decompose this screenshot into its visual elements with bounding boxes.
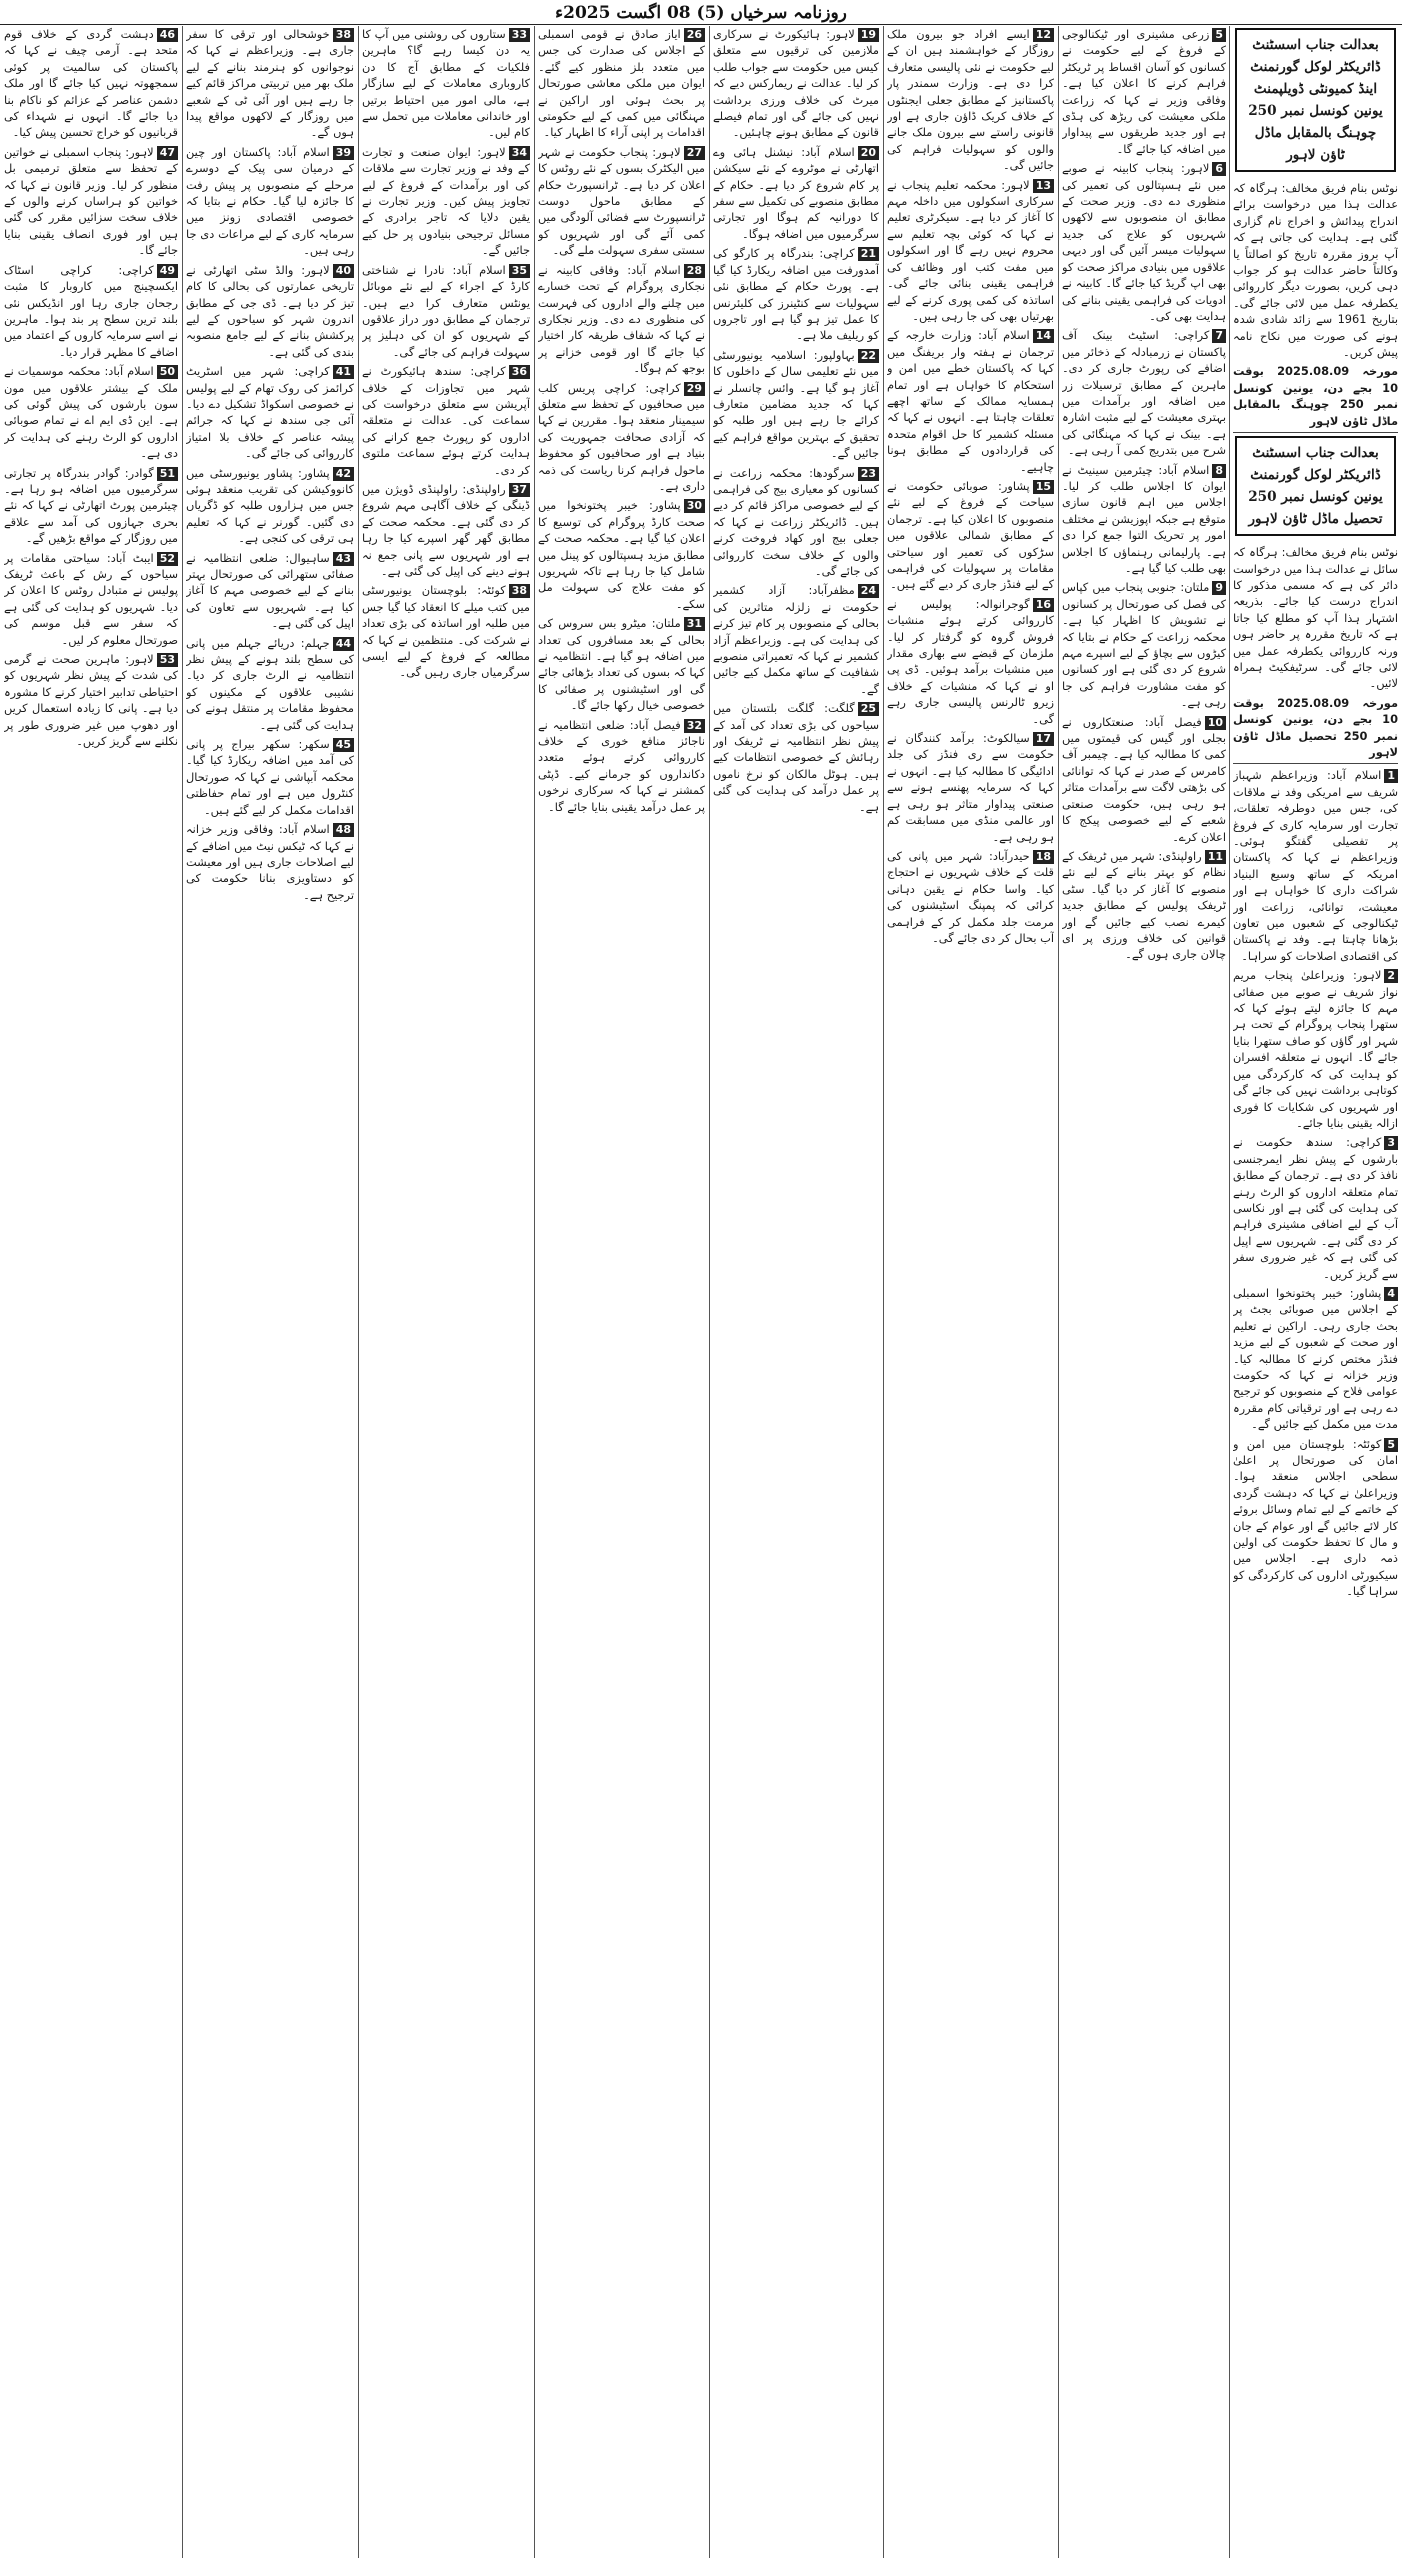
item-text: اسلام آباد: وزارت خارجہ کے ترجمان نے ہفتہ وار بریفنگ میں کہا کہ پاکستان خطے میں امن و استحکام کا خواہاں ہے اور تمام ہمسایہ ممالک کے ساتھ اچھے تعلقات چاہتا ہے۔ انہوں نے کہا کہ مسئلہ کشمیر کا حل اقوام متحدہ کی قراردادوں کے مطابق ہونا چاہیے۔ — [887, 328, 1054, 474]
news-item — [887, 478, 1054, 593]
item-text: اسلام آباد: وفاقی وزیر خزانہ نے کہا کہ ٹیکس نیٹ میں اضافے کے لیے اصلاحات جاری ہیں اور معیشت کو دستاویزی بنانا حکومت کی ترجیح ہے۔ — [186, 822, 354, 902]
news-item — [1062, 327, 1226, 458]
item-number: 36 — [509, 365, 530, 379]
news-item — [713, 582, 879, 697]
news-item — [713, 700, 879, 815]
item-number: 11 — [1205, 850, 1226, 864]
column-5 — [538, 26, 705, 2558]
item-text: ملتان: میٹرو بس سروس کی بحالی کے بعد مسافروں کی تعداد میں اضافہ ہو گیا ہے۔ انتظامیہ نے کہا کہ بسوں کی تعداد بڑھائی جائے گی اور اسٹیشنوں پر صفائی کا خصوصی خیال رکھا جائے گا۔ — [538, 616, 705, 713]
masthead — [0, 0, 1402, 25]
court-notice — [1235, 436, 1396, 536]
item-text: لاہور: محکمہ تعلیم پنجاب نے سرکاری اسکولوں میں داخلہ مہم کا آغاز کر دیا ہے۔ سیکرٹری تعلیم نے کہا کہ کوئی بچہ تعلیم سے محروم نہیں رہے گا اور اسکولوں میں مفت کتب اور وظائف کی فراہمی یقینی بنائی جائے گی۔ اساتذہ کی کمی پوری کرنے کے لیے بھرتیاں بھی کی جا رہی ہیں۔ — [887, 177, 1054, 323]
news-item — [186, 736, 354, 818]
item-text: ایبٹ آباد: سیاحتی مقامات پر سیاحوں کے رش کے باعث ٹریفک پولیس نے متبادل روٹس کا اعلان کر دیا۔ شہریوں کو ہدایت کی گئی ہے کہ سفر سے قبل موسم کی صورتحال معلوم کر لیں۔ — [4, 550, 178, 647]
news-item — [186, 550, 354, 632]
item-number: 7 — [1212, 329, 1226, 343]
column-rule — [358, 26, 359, 2558]
item-number: 24 — [858, 584, 879, 598]
item-text: لاہور: ایوان صنعت و تجارت کے وفد نے وزیر تجارت سے ملاقات کی اور برآمدات کے فروغ کے لیے تجاویز پیش کیں۔ وزیر تجارت نے یقین دلایا کہ تاجر برادری کے مسائل ترجیحی بنیادوں پر حل کیے جائیں گے۔ — [362, 144, 530, 258]
item-number: 20 — [858, 146, 879, 160]
item-text: گوادر: گوادر بندرگاہ پر تجارتی سرگرمیوں میں اضافہ ہو رہا ہے۔ چیئرمین پورٹ اتھارٹی نے کہا کہ نئے بحری جہازوں کی آمد سے علاقے میں روزگار کے مواقع بڑھیں گے۔ — [4, 465, 178, 546]
item-text: گلگت: گلگت بلتستان میں سیاحوں کی بڑی تعداد کی آمد کے پیش نظر انتظامیہ نے ٹریفک اور رہائش کے خصوصی انتظامات کیے ہیں۔ ہوٹل مالکان کو نرخ ناموں پر عمل درآمد کی ہدایت کی گئی ہے۔ — [713, 701, 879, 814]
item-number: 48 — [333, 823, 354, 837]
item-text: ستاروں کی روشنی میں آپ کا یہ دن کیسا رہے گا؟ ماہرین فلکیات کے مطابق آج کا دن کاروباری معاملات کے لیے سازگار ہے، مالی امور میں احتیاط برتیں اور خاندانی معاملات میں تحمل سے کام لیں۔ — [362, 27, 530, 140]
item-text: لاہور: پنجاب اسمبلی نے خواتین کے تحفظ سے متعلق ترمیمی بل منظور کر لیا۔ وزیر قانون نے کہا کہ خواتین کو ہراساں کرنے والوں کے خلاف سخت سزائیں مقرر کی گئی ہیں اور فوری انصاف یقینی بنایا جائے گا۔ — [4, 144, 178, 258]
item-number: 1 — [1384, 769, 1398, 783]
item-text: سیالکوٹ: برآمد کنندگان نے حکومت سے ری فنڈز کی جلد ادائیگی کا مطالبہ کیا ہے۔ انہوں نے کہا کہ سرمایہ پھنسے ہونے سے صنعتی پیداوار متاثر ہو رہی ہے اور عالمی منڈی میں مسابقت کم ہو رہی ہے۔ — [887, 731, 1054, 844]
item-text: پشاور: خیبر پختونخوا میں صحت کارڈ پروگرام کی توسیع کا اعلان کیا گیا ہے۔ محکمہ صحت کے مطابق مزید ہسپتالوں کو پینل میں شامل کیا جا رہا ہے تاکہ شہریوں کو مفت علاج کی سہولت مل سکے۔ — [538, 498, 705, 611]
item-number: 40 — [333, 264, 354, 278]
news-item — [186, 363, 354, 461]
news-item — [1233, 1134, 1398, 1282]
news-item — [1233, 1436, 1398, 1600]
item-number: 41 — [333, 365, 354, 379]
item-number: 5 — [1212, 28, 1226, 42]
item-number: 9 — [1212, 581, 1226, 595]
item-number: 31 — [684, 617, 705, 631]
news-item — [1233, 767, 1398, 964]
item-number: 45 — [333, 738, 354, 752]
column-rule — [709, 26, 710, 2558]
item-text: کراچی: کراچی پریس کلب میں صحافیوں کے تحفظ سے متعلق سیمینار منعقد ہوا۔ مقررین نے کہا کہ آزادی صحافت جمہوریت کی بنیاد ہے اور صحافیوں کو محفوظ ماحول فراہم کرنا ریاست کی ذمہ داری ہے۔ — [538, 380, 705, 493]
item-text: لاہور: ہائیکورٹ نے سرکاری ملازمین کی ترقیوں سے متعلق کیس میں حکومت سے جواب طلب کر لیا۔ عدالت نے ریمارکس دیے کہ میرٹ کی خلاف ورزی برداشت نہیں کی جائے گی اور تمام فیصلے قانون کے مطابق ہونے چاہئیں۔ — [713, 27, 879, 140]
item-number: 23 — [858, 467, 879, 481]
item-text: دہشت گردی کے خلاف قوم متحد ہے۔ آرمی چیف نے کہا کہ پاکستان کی سالمیت پر کوئی سمجھوتہ نہیں کیا جائے گا اور ملک دشمن عناصر کے عزائم کو ناکام بنا دیا جائے گا۔ انہوں نے شہداء کی قربانیوں کو خراج تحسین پیش کیا۔ — [4, 27, 178, 140]
news-item — [4, 144, 178, 259]
news-item — [887, 327, 1054, 475]
item-text: ایسے افراد جو بیرون ملک روزگار کے خواہشمند ہیں ان کے لیے حکومت نے نئی پالیسی متعارف کرا دی ہے۔ وزارت سمندر پار پاکستانیز کے مطابق جعلی ایجنٹوں کے خلاف کریک ڈاؤن جاری ہے اور قانونی راستے سے بیرون ملک جانے والوں کو سہولیات فراہم کی جائیں گی۔ — [887, 27, 1054, 173]
item-text: فیصل آباد: صنعتکاروں نے بجلی اور گیس کی قیمتوں میں کمی کا مطالبہ کیا ہے۔ چیمبر آف کامرس کے صدر نے کہا کہ توانائی کی بڑھتی لاگت سے برآمدات متاثر ہو رہی ہیں، حکومت صنعتی شعبے کے لیے خصوصی پیکج کا اعلان کرے۔ — [1062, 714, 1226, 844]
news-item — [887, 730, 1054, 845]
item-text: راولپنڈی: راولپنڈی ڈویژن میں ڈینگی کے خلاف آگاہی مہم شروع کر دی گئی ہے۔ محکمہ صحت کے مطابق گھر گھر اسپرے کیا جا رہا ہے اور شہریوں سے پانی جمع نہ ہونے دینے کی اپیل کی گئی ہے۔ — [362, 481, 530, 578]
item-number: 12 — [1033, 28, 1054, 42]
column-3 — [887, 26, 1054, 2558]
column-rule — [534, 26, 535, 2558]
news-item — [186, 821, 354, 903]
item-text: کراچی: بندرگاہ پر کارگو کی آمدورفت میں اضافہ ریکارڈ کیا گیا ہے۔ پورٹ حکام کے مطابق نئی سہولیات سے کنٹینرز کی کلیئرنس کا عمل تیز ہو گیا ہے اور تاجروں کو ریلیف ملا ہے۔ — [713, 246, 879, 343]
item-number: 18 — [1033, 850, 1054, 864]
item-text: لاہور: والڈ سٹی اتھارٹی نے تاریخی عمارتوں کی بحالی کا کام تیز کر دیا ہے۔ ڈی جی کے مطابق اندرون شہر کو سیاحوں کے لیے پرکشش بنانے کے لیے جامع منصوبہ بندی کی گئی ہے۔ — [186, 262, 354, 359]
item-text: اسلام آباد: نیشنل ہائی وے اتھارٹی نے موٹروے کے نئے سیکشن پر کام شروع کر دیا ہے۔ حکام کے مطابق منصوبے کی تکمیل سے سفر کا دورانیہ کم ہوگا اور تجارتی سرگرمیوں میں اضافہ ہوگا۔ — [713, 144, 879, 241]
item-text: سرگودھا: محکمہ زراعت نے کسانوں کو معیاری بیج کی فراہمی کے لیے خصوصی مراکز قائم کر دیے ہیں۔ ڈائریکٹر زراعت نے کہا کہ جعلی بیج اور کھاد فروخت کرنے والوں کے خلاف سخت کارروائی کی جائے گی۔ — [713, 465, 879, 578]
item-text: جہلم: دریائے جہلم میں پانی کی سطح بلند ہونے کے پیش نظر انتظامیہ نے الرٹ جاری کر دیا۔ نشیبی علاقوں کے مکینوں کو محفوظ مقامات پر منتقل ہونے کی ہدایت کی گئی ہے۔ — [186, 635, 354, 732]
column-rule — [1058, 26, 1059, 2558]
item-text: خوشحالی اور ترقی کا سفر جاری ہے۔ وزیراعظم نے کہا کہ نوجوانوں کو ہنرمند بنانے کے لیے ملک بھر میں تربیتی مراکز قائم کیے جا رہے ہیں اور آئی ٹی کے شعبے میں روزگار کے لاکھوں مواقع پیدا ہوں گے۔ — [186, 27, 354, 140]
item-text: پشاور: صوبائی حکومت نے سیاحت کے فروغ کے لیے نئے منصوبوں کا اعلان کیا ہے۔ ترجمان کے مطابق شمالی علاقوں میں سڑکوں کی تعمیر اور سیاحتی مقامات پر سہولیات کی فراہمی کے لیے فنڈز جاری کر دیے گئے ہیں۔ — [887, 478, 1054, 592]
news-item — [713, 245, 879, 343]
item-number: 19 — [858, 28, 879, 42]
news-item — [4, 363, 178, 461]
item-text: اسلام آباد: محکمہ موسمیات نے ملک کے بیشتر علاقوں میں مون سون بارشوں کی پیش گوئی کی ہے۔ این ڈی ایم اے نے تمام صوبائی اداروں کو الرٹ رہنے کی ہدایت کر دی ہے۔ — [4, 364, 178, 461]
column-rule — [182, 26, 183, 2558]
news-item — [538, 497, 705, 612]
item-number: 13 — [1033, 179, 1054, 193]
item-text: لاہور: پنجاب کابینہ نے صوبے میں نئے ہسپتالوں کی تعمیر کی منظوری دے دی۔ وزیر صحت کے مطابق ان منصوبوں سے لاکھوں شہریوں کو علاج کی جدید سہولیات میسر آئیں گی اور دیہی علاقوں میں بنیادی مراکز صحت کو بھی اپ گریڈ کیا جائے گا۔ کابینہ نے ادویات کی فراہمی یقینی بنانے کی ہدایت بھی کی۔ — [1062, 161, 1226, 323]
item-number: 33 — [509, 28, 530, 42]
item-number: 37 — [509, 483, 530, 497]
item-text: ساہیوال: ضلعی انتظامیہ نے صفائی ستھرائی کی صورتحال بہتر بنانے کے لیے خصوصی مہم کا آغاز کیا ہے۔ شہریوں سے تعاون کی اپیل کی گئی ہے۔ — [186, 550, 354, 631]
masthead-title: روزنامہ سرخیاں (5) 08 اگست 2025ء — [555, 2, 847, 23]
item-text: کوئٹہ: بلوچستان یونیورسٹی میں کتب میلے کا انعقاد کیا گیا جس میں طلبہ اور اساتذہ کی بڑی تعداد نے شرکت کی۔ منتظمین نے کہا کہ مطالعہ کے فروغ کے لیے ایسی سرگرمیاں جاری رہیں گی۔ — [362, 583, 530, 680]
item-text: کراچی: سندھ حکومت نے بارشوں کے پیش نظر ایمرجنسی نافذ کر دی ہے۔ ترجمان کے مطابق تمام متعلقہ اداروں کو الرٹ رہنے کی ہدایت کی گئی ہے اور نکاسی آب کے لیے اضافی مشینری فراہم کر دی گئی ہے۔ شہریوں سے اپیل کی گئی ہے کہ غیر ضروری سفر سے گریز کریں۔ — [1233, 1135, 1398, 1281]
item-text: ایاز صادق نے قومی اسمبلی کے اجلاس کی صدارت کی جس میں متعدد بلز منظور کیے گئے۔ ایوان میں ملکی معاشی صورتحال پر بحث ہوئی اور اراکین نے مہنگائی میں کمی کے لیے حکومتی اقدامات پر اپنی آراء کا اظہار کیا۔ — [538, 27, 705, 140]
item-number: 51 — [157, 467, 178, 481]
item-text: لاہور: ماہرین صحت نے گرمی کی شدت کے پیش نظر شہریوں کو احتیاطی تدابیر اختیار کرنے کا مشورہ دیا ہے۔ پانی کا زیادہ استعمال کریں اور دھوپ میں غیر ضروری طور پر نکلنے سے گریز کریں۔ — [4, 652, 178, 749]
item-number: 5 — [1384, 1438, 1398, 1452]
news-item — [362, 26, 530, 141]
divider — [1233, 432, 1398, 433]
news-item — [186, 262, 354, 360]
item-text: کراچی: شہر میں اسٹریٹ کرائمز کی روک تھام کے لیے پولیس نے خصوصی اسکواڈ تشکیل دے دیا۔ آئی جی سندھ نے کہا کہ جرائم پیشہ عناصر کے خلاف بلا امتیاز کارروائی کی جائے گی۔ — [186, 364, 354, 461]
item-number: 14 — [1033, 329, 1054, 343]
column-6 — [362, 26, 530, 2558]
news-item — [4, 465, 178, 547]
column-7 — [186, 26, 354, 2558]
item-number: 30 — [684, 499, 705, 513]
item-number: 35 — [509, 264, 530, 278]
news-item — [1062, 848, 1226, 963]
news-item — [186, 635, 354, 733]
item-number: 53 — [157, 653, 178, 667]
notice-body: نوٹس بنام فریق مخالف: ہرگاہ کہ عدالت ہذا میں درخواست برائے اندراج پیدائش و اخراج نام گزاری گئی ہے۔ ہدایت کی جاتی ہے کہ آپ بروز مقررہ تاریخ کو اصالتاً یا وکالتاً حاضر عدالت ہو کر جواب دہی کریں، بصورت دیگر کارروائی یکطرفہ عمل میں لائی جائے گی۔ بتاریخ 1961 سے زائد شادی شدہ ہونے کی صورت میں نکاح نامہ پیش کریں۔ — [1233, 181, 1398, 360]
item-text: کوئٹہ: بلوچستان میں امن و امان کی صورتحال پر اعلیٰ سطحی اجلاس منعقد ہوا۔ وزیراعلیٰ نے کہا کہ دہشت گردی کے خاتمے کے لیے تمام وسائل بروئے کار لائے جائیں گے اور عوام کے جان و مال کا تحفظ حکومت کی اولین ذمہ داری ہے۔ اجلاس میں سیکیورٹی اداروں کی کارکردگی کو سراہا گیا۔ — [1233, 1436, 1398, 1599]
news-item — [538, 380, 705, 495]
news-item — [362, 582, 530, 680]
item-text: مظفرآباد: آزاد کشمیر حکومت نے زلزلہ متاثرین کی بحالی کے منصوبوں پر کام تیز کرنے کی ہدایت کی ہے۔ وزیراعظم آزاد کشمیر نے کہا کہ تعمیراتی منصوبے شفافیت کے ساتھ مکمل کیے جائیں گے۔ — [713, 583, 879, 696]
news-item — [186, 465, 354, 547]
news-item — [4, 262, 178, 360]
item-text: کراچی: اسٹیٹ بینک آف پاکستان نے زرمبادلہ کے ذخائر میں اضافے کی رپورٹ جاری کر دی۔ ماہرین کے مطابق ترسیلات زر میں اضافہ اور برآمدات میں بہتری معیشت کے لیے مثبت اشارہ ہے۔ بینک نے کہا کہ مہنگائی کی شرح میں بتدریج کمی آ رہی ہے۔ — [1062, 328, 1226, 458]
column-rule — [1229, 26, 1230, 2558]
news-item — [1062, 714, 1226, 845]
item-number: 50 — [157, 365, 178, 379]
item-number: 43 — [333, 552, 354, 566]
item-number: 8 — [1212, 464, 1226, 478]
news-item — [713, 465, 879, 580]
divider — [1233, 763, 1398, 764]
item-number: 47 — [157, 146, 178, 160]
item-text: فیصل آباد: ضلعی انتظامیہ نے ناجائز منافع خوری کے خلاف کارروائی کرتے ہوئے متعدد دکانداروں کو جرمانے کیے۔ ڈپٹی کمشنر نے کہا کہ سرکاری نرخوں پر عمل درآمد یقینی بنایا جائے گا۔ — [538, 717, 705, 814]
notice-heading: بعدالت جناب اسسٹنٹ ڈائریکٹر لوکل گورنمنٹ اینڈ کمیونٹی ڈویلپمنٹ یونین کونسل نمبر 250 چوہنگ بالمقابل ماڈل ٹاؤن لاہور — [1248, 37, 1383, 163]
news-item — [4, 550, 178, 648]
item-number: 27 — [684, 146, 705, 160]
item-number: 46 — [157, 28, 178, 42]
item-text: پشاور: خیبر پختونخوا اسمبلی کے اجلاس میں صوبائی بجٹ پر بحث جاری رہی۔ اراکین نے تعلیم اور صحت کے شعبوں کے لیے مزید فنڈز مختص کرنے کا مطالبہ کیا۔ وزیر خزانہ نے کہا کہ حکومت عوامی فلاح کے منصوبوں کو ترجیح دے رہی ہے اور ترقیاتی کام مقررہ مدت میں مکمل کیے جائیں گے۔ — [1233, 1285, 1398, 1432]
notice-date: مورخہ 2025.08.09 بوقت 10 بجے دن، یونین کونسل نمبر 250 تحصیل ماڈل ٹاؤن لاہور — [1233, 695, 1398, 759]
news-item — [186, 26, 354, 141]
news-item — [538, 262, 705, 377]
item-number: 6 — [1212, 162, 1226, 176]
news-item — [1233, 1285, 1398, 1433]
notice-date: مورخہ 2025.08.09 بوقت 10 بجے دن، یونین کونسل نمبر 250 چوہنگ بالمقابل ماڈل ٹاؤن لاہور — [1233, 364, 1398, 428]
item-text: اسلام آباد: وفاقی کابینہ نے نجکاری پروگرام کے تحت خسارے میں چلنے والے اداروں کی فہرست کی منظوری دے دی۔ وزیر نجکاری نے کہا کہ شفاف طریقہ کار اختیار کیا جائے گا اور قومی خزانے پر بوجھ کم ہوگا۔ — [538, 262, 705, 376]
item-text: سکھر: سکھر بیراج پر پانی کی آمد میں اضافہ ریکارڈ کیا گیا۔ محکمہ آبپاشی نے کہا کہ صورتحال کنٹرول میں ہے اور تمام حفاظتی اقدامات مکمل کر لیے گئے ہیں۔ — [186, 737, 354, 817]
news-item — [887, 26, 1054, 174]
news-item — [713, 347, 879, 462]
item-number: 25 — [858, 702, 879, 716]
news-item — [538, 26, 705, 141]
item-number: 52 — [157, 552, 178, 566]
item-number: 42 — [333, 467, 354, 481]
item-text: ملتان: جنوبی پنجاب میں کپاس کی فصل کی صورتحال پر کسانوں نے تشویش کا اظہار کیا ہے۔ محکمہ زراعت کے حکام نے بتایا کہ کیڑوں سے بچاؤ کے لیے اسپرے مہم شروع کر دی گئی ہے اور کسانوں کو مفت مشاورت فراہم کی جا رہی ہے۔ — [1062, 580, 1226, 710]
news-item — [362, 481, 530, 579]
item-text: بہاولپور: اسلامیہ یونیورسٹی میں نئے تعلیمی سال کے داخلوں کا آغاز ہو گیا ہے۔ وائس چانسلر نے کہا کہ جدید مضامین متعارف کرائے جا رہے ہیں اور طلبہ کو تحقیق کے بہترین مواقع فراہم کیے جائیں گے۔ — [713, 347, 879, 461]
news-item — [1062, 26, 1226, 157]
news-item — [1233, 967, 1398, 1131]
news-item — [4, 26, 178, 141]
item-text: اسلام آباد: وزیراعظم شہباز شریف سے امریکی وفد نے ملاقات کی، جس میں دوطرفہ تعلقات، تجارت اور سرمایہ کاری کے فروغ پر تفصیلی گفتگو ہوئی۔ وزیراعظم نے کہا کہ پاکستان امریکہ کے ساتھ وسیع البنیاد شراکت داری کا خواہاں ہے اور معیشت، توانائی، زراعت اور ٹیکنالوجی کے شعبوں میں تعاون بڑھانا چاہتا ہے۔ وفد نے پاکستان کی اقتصادی اصلاحات کو سراہا۔ — [1233, 768, 1398, 963]
news-item — [362, 262, 530, 360]
item-number: 17 — [1033, 732, 1054, 746]
item-number: 29 — [684, 382, 705, 396]
column-rule — [883, 26, 884, 2558]
notice-heading: بعدالت جناب اسسٹنٹ ڈائریکٹر لوکل گورنمنٹ یونین کونسل نمبر 250 تحصیل ماڈل ٹاؤن لاہور — [1248, 445, 1383, 528]
item-text: راولپنڈی: شہر میں ٹریفک کے نظام کو بہتر بنانے کے لیے نئے منصوبے کا آغاز کر دیا گیا۔ سٹی ٹریفک پولیس کے مطابق جدید کیمرے نصب کیے جائیں گے اور قوانین کی خلاف ورزی پر ای چالان جاری ہوں گے۔ — [1062, 848, 1226, 962]
item-number: 38 — [509, 584, 530, 598]
news-item — [362, 144, 530, 259]
item-text: حیدرآباد: شہر میں پانی کی قلت کے خلاف شہریوں نے احتجاج کیا۔ واسا حکام نے یقین دہانی کرائی کہ پمپنگ اسٹیشنوں کی مرمت جلد مکمل کر کے فراہمی آب بحال کر دی جائے گی۔ — [887, 848, 1054, 945]
news-item — [887, 177, 1054, 325]
news-item — [186, 144, 354, 259]
item-number: 34 — [509, 146, 530, 160]
column-1 — [1233, 26, 1398, 2558]
item-text: کراچی: کراچی اسٹاک ایکسچینج میں کاروبار کا مثبت رجحان جاری رہا اور انڈیکس نئی بلند ترین سطح پر بند ہوا۔ ماہرین نے اسے سرمایہ کاروں کے اعتماد میں اضافے کا مظہر قرار دیا۔ — [4, 262, 178, 359]
item-number: 38 — [333, 28, 354, 42]
court-notice — [1235, 28, 1396, 172]
news-item — [887, 848, 1054, 946]
item-number: 10 — [1205, 716, 1226, 730]
item-text: اسلام آباد: پاکستان اور چین کے درمیان سی پیک کے دوسرے مرحلے کے منصوبوں پر پیش رفت کا جائزہ لیا گیا۔ حکام نے بتایا کہ خصوصی اقتصادی زونز میں سرمایہ کاری کے لیے مراعات دی جا رہی ہیں۔ — [186, 144, 354, 258]
item-number: 44 — [333, 637, 354, 651]
news-item — [538, 144, 705, 259]
item-number: 39 — [333, 146, 354, 160]
item-number: 49 — [157, 264, 178, 278]
news-item — [362, 363, 530, 478]
news-item — [1062, 160, 1226, 324]
news-item — [713, 26, 879, 141]
item-number: 32 — [684, 719, 705, 733]
item-number: 2 — [1384, 969, 1398, 983]
item-text: لاہور: پنجاب حکومت نے شہر میں الیکٹرک بسوں کے نئے روٹس کا اعلان کر دیا ہے۔ ٹرانسپورٹ حکام کے مطابق ماحول دوست ٹرانسپورٹ سے فضائی آلودگی میں کمی آئے گی اور شہریوں کو سستی سفری سہولت ملے گی۔ — [538, 144, 705, 258]
item-number: 3 — [1384, 1136, 1398, 1150]
column-8 — [4, 26, 178, 2558]
item-text: گوجرانوالہ: پولیس نے کارروائی کرتے ہوئے منشیات فروش گروہ کو گرفتار کر لیا۔ ملزمان کے قبضے سے بھاری مقدار میں منشیات برآمد ہوئیں۔ ڈی پی او نے کہا کہ منشیات کے خلاف زیرو ٹالرنس پالیسی جاری رہے گی۔ — [887, 596, 1054, 726]
item-number: 15 — [1033, 480, 1054, 494]
item-text: اسلام آباد: نادرا نے شناختی کارڈ کے اجراء کے لیے نئے موبائل یونٹس متعارف کرا دیے ہیں۔ ترجمان کے مطابق دور دراز علاقوں کے شہریوں کو ان کی دہلیز پر سہولت فراہم کی جائے گی۔ — [362, 262, 530, 359]
item-number: 4 — [1384, 1287, 1398, 1301]
news-item — [538, 717, 705, 815]
item-number: 16 — [1033, 598, 1054, 612]
item-number: 28 — [684, 264, 705, 278]
column-4 — [713, 26, 879, 2558]
item-text: لاہور: وزیراعلیٰ پنجاب مریم نواز شریف نے صوبے میں صفائی مہم کا جائزہ لیتے ہوئے کہا کہ ستھرا پنجاب پروگرام کے تحت ہر شہر اور گاؤں کو صاف ستھرا بنایا جائے گا۔ انہوں نے متعلقہ افسران کو ہدایت کی کہ کارکردگی میں کوتاہی برداشت نہیں کی جائے گی اور شہریوں کی شکایات کا فوری ازالہ یقینی بنایا جائے۔ — [1233, 968, 1398, 1130]
item-text: اسلام آباد: چیئرمین سینیٹ نے ایوان کا اجلاس طلب کر لیا۔ اجلاس میں اہم قانون سازی متوقع ہے جبکہ اپوزیشن نے مختلف امور پر تحریک التوا جمع کرا دی ہے۔ پارلیمانی رہنماؤں کا اجلاس بھی طلب کیا گیا ہے۔ — [1062, 462, 1226, 575]
item-number: 22 — [858, 349, 879, 363]
news-item — [713, 144, 879, 242]
item-text: پشاور: پشاور یونیورسٹی میں کانووکیشن کی تقریب منعقد ہوئی جس میں ہزاروں طلبہ کو ڈگریاں دی گئیں۔ گورنر نے کہا کہ تعلیم ہی ترقی کی کنجی ہے۔ — [186, 465, 354, 546]
notice-body: نوٹس بنام فریق مخالف: ہرگاہ کہ سائل نے عدالت ہذا میں درخواست دائر کی ہے کہ مسمی مذکور کا اندراج درست کیا جائے۔ بذریعہ اشتہار ہذا آپ کو مطلع کیا جاتا ہے کہ تاریخ مقررہ پر حاضر ہوں ورنہ کارروائی یکطرفہ عمل میں لائی جائے گی۔ سرٹیفکیٹ ہمراہ لائیں۔ — [1233, 545, 1398, 691]
news-item — [887, 596, 1054, 727]
item-number: 26 — [684, 28, 705, 42]
news-item — [4, 651, 178, 749]
column-2 — [1062, 26, 1226, 2558]
news-item — [1062, 462, 1226, 577]
news-item — [1062, 579, 1226, 710]
item-text: زرعی مشینری اور ٹیکنالوجی کے فروغ کے لیے حکومت نے کسانوں کو آسان اقساط پر ٹریکٹر فراہم کرنے کا اعلان کیا ہے۔ وفاقی وزیر نے کہا کہ زراعت ملکی معیشت کی ریڑھ کی ہڈی ہے اور جدید طریقوں سے پیداوار میں اضافہ کیا جائے گا۔ — [1062, 27, 1226, 156]
item-text: کراچی: سندھ ہائیکورٹ نے شہر میں تجاوزات کے خلاف آپریشن سے متعلق درخواست کی سماعت کی۔ عدالت نے متعلقہ اداروں کو رپورٹ جمع کرانے کی ہدایت کرتے ہوئے سماعت ملتوی کر دی۔ — [362, 364, 530, 477]
item-number: 21 — [858, 247, 879, 261]
news-item — [538, 615, 705, 713]
